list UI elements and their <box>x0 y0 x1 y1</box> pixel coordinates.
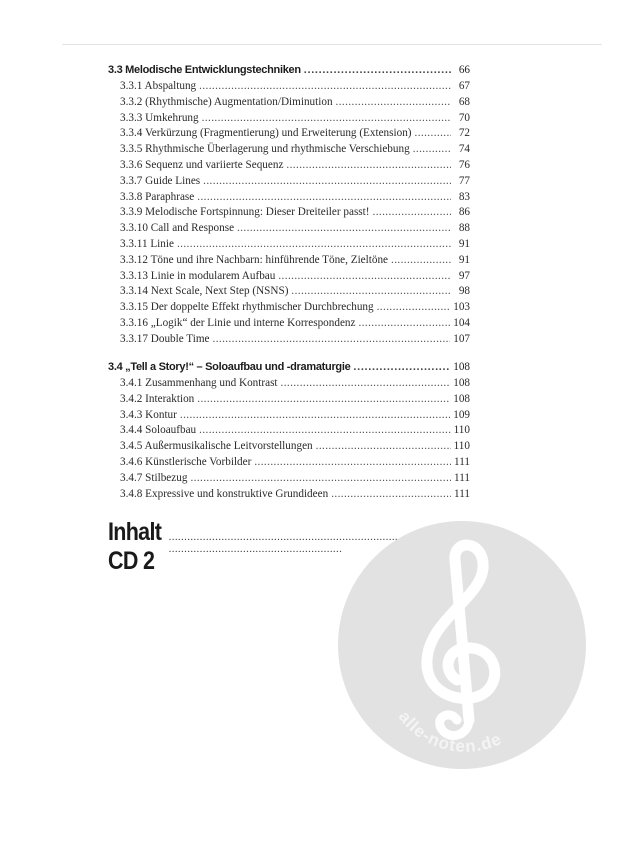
toc-page-number: 103 <box>453 301 470 314</box>
toc-entry-label: 3.3.16 „Logik“ der Linie und interne Korrespondenz <box>120 316 356 329</box>
toc-page-number: 111 <box>454 471 470 484</box>
toc-entry[interactable] <box>108 95 470 111</box>
toc-page-number: 83 <box>458 190 470 203</box>
toc-entry[interactable] <box>108 205 470 221</box>
toc-entry-label: 3.3.8 Paraphrase <box>120 190 195 203</box>
toc-page-number: 66 <box>458 64 470 76</box>
dot-leader <box>336 95 451 111</box>
dot-leader <box>213 332 451 348</box>
toc-entry-label: 3.4.7 Stilbezug <box>120 471 188 484</box>
watermark-logo <box>337 520 587 770</box>
top-rule <box>62 44 602 45</box>
toc-entry-label: 3.4.1 Zusammenhang und Kontrast <box>120 377 278 389</box>
toc-entry[interactable] <box>108 237 470 253</box>
dot-leader <box>358 316 450 332</box>
toc-entry[interactable] <box>108 284 470 300</box>
dot-leader <box>254 455 451 471</box>
toc-entry[interactable] <box>108 423 470 439</box>
toc-entry[interactable] <box>108 316 470 332</box>
toc-page-number: 97 <box>458 269 470 282</box>
toc-entry[interactable] <box>108 111 470 127</box>
toc-page-number: 74 <box>458 143 470 156</box>
toc-entry[interactable] <box>108 332 470 348</box>
toc-entry[interactable] <box>108 408 470 424</box>
dot-leader <box>180 408 450 424</box>
dot-leader <box>291 284 451 300</box>
toc-heading[interactable] <box>108 62 470 79</box>
dot-leader <box>373 205 452 221</box>
toc-page-number: 110 <box>453 424 470 437</box>
toc-entry-label: 3.3.2 (Rhythmische) Augmentation/Diminution <box>120 95 333 108</box>
toc-page-number: 107 <box>453 332 470 345</box>
toc-entry[interactable] <box>108 142 470 158</box>
toc-page-number: 111 <box>454 455 470 468</box>
dot-leader <box>197 190 451 206</box>
toc-entry[interactable] <box>108 376 470 392</box>
toc-heading-label: 3.3 Melodische Entwicklungstechniken <box>108 64 301 76</box>
toc-entry-label: 3.4.2 Interaktion <box>120 392 195 405</box>
toc-entry-label: 3.3.3 Umkehrung <box>120 111 199 124</box>
toc-page-number: 109 <box>453 408 470 421</box>
toc-section-3-4 <box>108 359 470 502</box>
toc-entry-label: 3.3.15 Der doppelte Effekt rhythmischer Durchbrechung <box>120 301 374 314</box>
cd2-title: Inhalt CD 2 <box>108 518 162 575</box>
toc-page-number: 108 <box>453 361 470 373</box>
toc-entry-label: 3.4.5 Außermusikalische Leitvorstellungen <box>120 440 313 453</box>
toc-entry-label: 3.3.11 Linie <box>120 237 174 250</box>
toc-entry[interactable] <box>108 269 470 285</box>
toc-entry-label: 3.4.4 Soloaufbau <box>120 424 197 437</box>
dot-leader <box>237 221 451 237</box>
toc-heading[interactable] <box>108 359 470 376</box>
toc-entry[interactable] <box>108 487 470 503</box>
toc-entry-label: 3.4.8 Expressive und konstruktive Grundideen <box>120 487 329 500</box>
toc-page-number: 108 <box>453 377 470 389</box>
toc-entry-label: 3.3.14 Next Scale, Next Step (NSNS) <box>120 285 289 298</box>
dot-leader <box>391 253 451 269</box>
toc-entry[interactable] <box>108 126 470 142</box>
toc-entry-label: 3.3.12 Töne und ihre Nachbarn: hinführende Töne, Zieltöne <box>120 253 389 266</box>
toc-entry-label: 3.3.5 Rhythmische Überlagerung und rhythmische Verschiebung <box>120 143 410 156</box>
dot-leader <box>413 142 451 158</box>
toc-entry-label: 3.3.4 Verkürzung (Fragmentierung) und Erweiterung (Extension) <box>120 127 412 140</box>
toc-entry-label: 3.3.6 Sequenz und variierte Sequenz <box>120 158 284 171</box>
dot-leader <box>202 111 451 127</box>
toc-page-number: 77 <box>458 174 470 187</box>
toc-entry-label: 3.4.3 Kontur <box>120 408 177 421</box>
dot-leader <box>304 62 451 79</box>
toc-page-number: 108 <box>453 392 470 405</box>
dot-leader <box>203 174 451 190</box>
dot-leader <box>377 300 451 316</box>
dot-leader <box>286 158 451 174</box>
toc-entry-label: 3.3.13 Linie in modularem Aufbau <box>120 269 276 282</box>
toc-page-number: 104 <box>453 316 470 329</box>
toc-entry[interactable] <box>108 221 470 237</box>
toc-page-number: 68 <box>458 95 470 108</box>
toc-heading-label: 3.4 „Tell a Story!“ – Soloaufbau und -dramaturgie <box>108 361 351 373</box>
dot-leader <box>199 79 451 95</box>
toc-entry[interactable] <box>108 79 470 95</box>
toc-page-number: 67 <box>458 80 470 92</box>
dot-leader <box>177 237 451 253</box>
dot-leader <box>278 269 451 285</box>
toc-entry-label: 3.3.17 Double Time <box>120 332 210 345</box>
toc-entry[interactable] <box>108 455 470 471</box>
toc-entry[interactable] <box>108 190 470 206</box>
toc-page-number: 111 <box>454 487 470 500</box>
toc-entry[interactable] <box>108 300 470 316</box>
dot-leader <box>281 376 451 392</box>
dot-leader <box>331 487 451 503</box>
dot-leader <box>199 423 450 439</box>
dot-leader <box>197 392 450 408</box>
toc-entry-label: 3.3.9 Melodische Fortspinnung: Dieser Dreiteiler passt! <box>120 206 370 219</box>
toc-page-number: 110 <box>453 440 470 453</box>
toc-entry-label: 3.3.1 Abspaltung <box>120 80 197 92</box>
dot-leader <box>190 471 451 487</box>
toc-page-number: 98 <box>458 285 470 298</box>
toc-entry[interactable] <box>108 392 470 408</box>
toc-entry[interactable] <box>108 174 470 190</box>
toc-entry-label: 3.3.7 Guide Lines <box>120 174 201 187</box>
toc-page-number: 72 <box>458 127 470 140</box>
toc-page-number: 70 <box>458 111 470 124</box>
toc-entry-label: 3.4.6 Künstlerische Vorbilder <box>120 455 252 468</box>
toc-entry[interactable] <box>108 471 470 487</box>
toc-page-number: 91 <box>458 237 470 250</box>
watermark-text: alle-noten.de <box>394 707 505 757</box>
toc-entry-label: 3.3.10 Call and Response <box>120 222 235 235</box>
toc-page-number: 86 <box>458 206 470 219</box>
toc-page-number: 88 <box>458 222 470 235</box>
toc-page-number: 76 <box>458 158 470 171</box>
toc-entry[interactable] <box>108 439 470 455</box>
toc-entry[interactable] <box>108 253 470 269</box>
dot-leader <box>353 359 450 376</box>
toc-page-number: 91 <box>458 253 470 266</box>
toc-entry[interactable] <box>108 158 470 174</box>
toc-section-3-3 <box>108 62 470 348</box>
dot-leader <box>415 126 451 142</box>
dot-leader <box>316 439 451 455</box>
